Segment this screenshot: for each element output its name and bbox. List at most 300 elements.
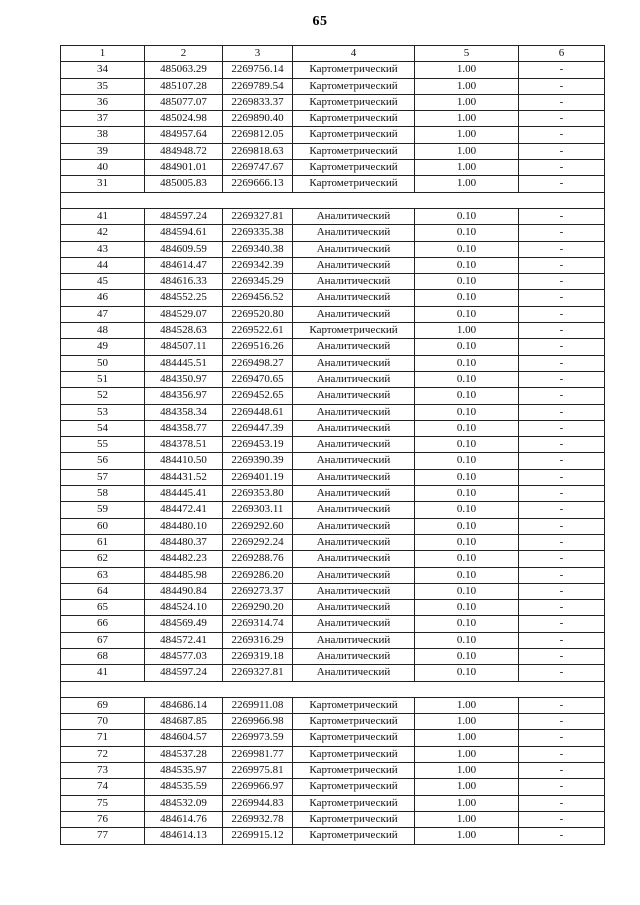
- spacer-cell: [61, 192, 605, 208]
- coordinates-table: [60, 45, 605, 845]
- table-spacer-row: [61, 681, 605, 697]
- cell-y-coordinate: 2269890.40: [223, 111, 293, 127]
- table-row: [61, 437, 605, 453]
- cell-method: Аналитический: [293, 306, 415, 322]
- cell-y-coordinate: 2269833.37: [223, 94, 293, 110]
- cell-accuracy: 0.10: [415, 551, 519, 567]
- cell-method: Аналитический: [293, 502, 415, 518]
- cell-y-coordinate: 2269327.81: [223, 665, 293, 681]
- cell-x-coordinate: 484490.84: [145, 583, 223, 599]
- cell-point-number: 38: [61, 127, 145, 143]
- cell-accuracy: 0.10: [415, 648, 519, 664]
- cell-x-coordinate: 484507.11: [145, 339, 223, 355]
- cell-note: -: [519, 339, 605, 355]
- table-body: [61, 62, 605, 844]
- cell-point-number: 59: [61, 502, 145, 518]
- cell-note: -: [519, 290, 605, 306]
- cell-x-coordinate: 484616.33: [145, 274, 223, 290]
- cell-note: -: [519, 551, 605, 567]
- cell-method: Аналитический: [293, 616, 415, 632]
- cell-note: -: [519, 486, 605, 502]
- cell-y-coordinate: 2269747.67: [223, 160, 293, 176]
- cell-point-number: 68: [61, 648, 145, 664]
- cell-y-coordinate: 2269981.77: [223, 746, 293, 762]
- table-row: [61, 779, 605, 795]
- cell-y-coordinate: 2269447.39: [223, 420, 293, 436]
- cell-note: -: [519, 746, 605, 762]
- table-row: [61, 714, 605, 730]
- cell-note: -: [519, 225, 605, 241]
- cell-point-number: 48: [61, 323, 145, 339]
- cell-x-coordinate: 484594.61: [145, 225, 223, 241]
- cell-y-coordinate: 2269911.08: [223, 697, 293, 713]
- cell-accuracy: 1.00: [415, 714, 519, 730]
- cell-y-coordinate: 2269915.12: [223, 828, 293, 844]
- cell-x-coordinate: 484901.01: [145, 160, 223, 176]
- cell-point-number: 51: [61, 371, 145, 387]
- table-row: [61, 208, 605, 224]
- cell-note: -: [519, 371, 605, 387]
- cell-point-number: 58: [61, 486, 145, 502]
- cell-accuracy: 1.00: [415, 111, 519, 127]
- cell-accuracy: 1.00: [415, 730, 519, 746]
- cell-point-number: 37: [61, 111, 145, 127]
- cell-x-coordinate: 484957.64: [145, 127, 223, 143]
- table-row: [61, 127, 605, 143]
- cell-y-coordinate: 2269944.83: [223, 795, 293, 811]
- table-row: [61, 306, 605, 322]
- cell-point-number: 35: [61, 78, 145, 94]
- cell-method: Картометрический: [293, 746, 415, 762]
- cell-method: Картометрический: [293, 94, 415, 110]
- cell-method: Аналитический: [293, 567, 415, 583]
- cell-method: Аналитический: [293, 274, 415, 290]
- page-number: 65: [312, 14, 328, 29]
- cell-x-coordinate: 484569.49: [145, 616, 223, 632]
- cell-y-coordinate: 2269456.52: [223, 290, 293, 306]
- cell-point-number: 41: [61, 665, 145, 681]
- table-row: [61, 567, 605, 583]
- cell-note: -: [519, 567, 605, 583]
- cell-y-coordinate: 2269319.18: [223, 648, 293, 664]
- cell-accuracy: 1.00: [415, 62, 519, 78]
- cell-note: -: [519, 502, 605, 518]
- cell-accuracy: 0.10: [415, 208, 519, 224]
- cell-accuracy: 1.00: [415, 763, 519, 779]
- cell-y-coordinate: 2269286.20: [223, 567, 293, 583]
- cell-method: Картометрический: [293, 176, 415, 192]
- cell-point-number: 49: [61, 339, 145, 355]
- cell-y-coordinate: 2269666.13: [223, 176, 293, 192]
- cell-x-coordinate: 484445.41: [145, 486, 223, 502]
- table-row: [61, 665, 605, 681]
- cell-note: -: [519, 469, 605, 485]
- cell-accuracy: 1.00: [415, 697, 519, 713]
- cell-y-coordinate: 2269335.38: [223, 225, 293, 241]
- cell-point-number: 55: [61, 437, 145, 453]
- cell-method: Аналитический: [293, 551, 415, 567]
- cell-method: Картометрический: [293, 795, 415, 811]
- cell-note: -: [519, 78, 605, 94]
- table-row: [61, 290, 605, 306]
- cell-accuracy: 0.10: [415, 225, 519, 241]
- cell-y-coordinate: 2269520.80: [223, 306, 293, 322]
- cell-method: Аналитический: [293, 339, 415, 355]
- cell-note: -: [519, 388, 605, 404]
- cell-method: Картометрический: [293, 763, 415, 779]
- table-row: [61, 274, 605, 290]
- cell-accuracy: 1.00: [415, 127, 519, 143]
- cell-y-coordinate: 2269516.26: [223, 339, 293, 355]
- cell-point-number: 54: [61, 420, 145, 436]
- cell-x-coordinate: 484480.10: [145, 518, 223, 534]
- table-row: [61, 176, 605, 192]
- cell-point-number: 39: [61, 143, 145, 159]
- cell-point-number: 34: [61, 62, 145, 78]
- cell-note: -: [519, 94, 605, 110]
- cell-x-coordinate: 485063.29: [145, 62, 223, 78]
- cell-x-coordinate: 484537.28: [145, 746, 223, 762]
- cell-method: Картометрический: [293, 828, 415, 844]
- column-header: 5: [415, 46, 519, 62]
- cell-x-coordinate: 484597.24: [145, 665, 223, 681]
- cell-x-coordinate: 484609.59: [145, 241, 223, 257]
- cell-method: Аналитический: [293, 648, 415, 664]
- cell-accuracy: 1.00: [415, 94, 519, 110]
- cell-y-coordinate: 2269273.37: [223, 583, 293, 599]
- cell-note: -: [519, 111, 605, 127]
- cell-y-coordinate: 2269470.65: [223, 371, 293, 387]
- cell-y-coordinate: 2269401.19: [223, 469, 293, 485]
- cell-point-number: 67: [61, 632, 145, 648]
- table-row: [61, 518, 605, 534]
- cell-x-coordinate: 484358.77: [145, 420, 223, 436]
- cell-y-coordinate: 2269342.39: [223, 257, 293, 273]
- table-row: [61, 323, 605, 339]
- cell-point-number: 53: [61, 404, 145, 420]
- cell-method: Картометрический: [293, 143, 415, 159]
- table-row: [61, 616, 605, 632]
- cell-y-coordinate: 2269390.39: [223, 453, 293, 469]
- cell-method: Картометрический: [293, 811, 415, 827]
- column-header: 1: [61, 46, 145, 62]
- cell-x-coordinate: 484532.09: [145, 795, 223, 811]
- cell-accuracy: 0.10: [415, 274, 519, 290]
- cell-point-number: 65: [61, 600, 145, 616]
- cell-point-number: 74: [61, 779, 145, 795]
- cell-method: Аналитический: [293, 388, 415, 404]
- cell-accuracy: 0.10: [415, 371, 519, 387]
- cell-x-coordinate: 484378.51: [145, 437, 223, 453]
- cell-note: -: [519, 306, 605, 322]
- cell-point-number: 36: [61, 94, 145, 110]
- table-row: [61, 339, 605, 355]
- cell-x-coordinate: 484358.34: [145, 404, 223, 420]
- table-row: [61, 502, 605, 518]
- cell-accuracy: 1.00: [415, 160, 519, 176]
- cell-note: -: [519, 811, 605, 827]
- cell-accuracy: 1.00: [415, 795, 519, 811]
- cell-accuracy: 0.10: [415, 306, 519, 322]
- cell-method: Аналитический: [293, 665, 415, 681]
- cell-method: Аналитический: [293, 420, 415, 436]
- cell-note: -: [519, 241, 605, 257]
- cell-note: -: [519, 404, 605, 420]
- table-row: [61, 225, 605, 241]
- cell-x-coordinate: 484535.59: [145, 779, 223, 795]
- cell-x-coordinate: 485024.98: [145, 111, 223, 127]
- cell-y-coordinate: 2269973.59: [223, 730, 293, 746]
- cell-accuracy: 1.00: [415, 323, 519, 339]
- table-row: [61, 78, 605, 94]
- cell-method: Аналитический: [293, 225, 415, 241]
- cell-y-coordinate: 2269353.80: [223, 486, 293, 502]
- table-row: [61, 811, 605, 827]
- table-row: [61, 143, 605, 159]
- cell-method: Аналитический: [293, 208, 415, 224]
- cell-point-number: 73: [61, 763, 145, 779]
- cell-point-number: 31: [61, 176, 145, 192]
- cell-note: -: [519, 583, 605, 599]
- cell-method: Аналитический: [293, 290, 415, 306]
- cell-note: -: [519, 143, 605, 159]
- cell-x-coordinate: 484572.41: [145, 632, 223, 648]
- cell-accuracy: 0.10: [415, 583, 519, 599]
- cell-point-number: 52: [61, 388, 145, 404]
- cell-accuracy: 0.10: [415, 616, 519, 632]
- cell-x-coordinate: 484445.51: [145, 355, 223, 371]
- cell-x-coordinate: 484482.23: [145, 551, 223, 567]
- cell-accuracy: 1.00: [415, 828, 519, 844]
- cell-method: Аналитический: [293, 404, 415, 420]
- cell-accuracy: 1.00: [415, 746, 519, 762]
- cell-y-coordinate: 2269292.24: [223, 534, 293, 550]
- cell-x-coordinate: 484431.52: [145, 469, 223, 485]
- table-row: [61, 388, 605, 404]
- table-row: [61, 763, 605, 779]
- cell-accuracy: 0.10: [415, 437, 519, 453]
- cell-method: Картометрический: [293, 730, 415, 746]
- table-row: [61, 534, 605, 550]
- cell-method: Аналитический: [293, 371, 415, 387]
- column-header: 4: [293, 46, 415, 62]
- cell-accuracy: 1.00: [415, 779, 519, 795]
- cell-method: Картометрический: [293, 714, 415, 730]
- cell-y-coordinate: 2269303.11: [223, 502, 293, 518]
- cell-method: Аналитический: [293, 518, 415, 534]
- cell-x-coordinate: 485077.07: [145, 94, 223, 110]
- cell-point-number: 41: [61, 208, 145, 224]
- cell-note: -: [519, 208, 605, 224]
- cell-note: -: [519, 763, 605, 779]
- table-row: [61, 469, 605, 485]
- cell-x-coordinate: 484356.97: [145, 388, 223, 404]
- cell-accuracy: 0.10: [415, 420, 519, 436]
- cell-point-number: 70: [61, 714, 145, 730]
- cell-x-coordinate: 484614.47: [145, 257, 223, 273]
- cell-x-coordinate: 484948.72: [145, 143, 223, 159]
- cell-note: -: [519, 437, 605, 453]
- cell-method: Аналитический: [293, 241, 415, 257]
- table-row: [61, 160, 605, 176]
- cell-accuracy: 0.10: [415, 665, 519, 681]
- cell-note: -: [519, 730, 605, 746]
- cell-note: -: [519, 274, 605, 290]
- column-header: 6: [519, 46, 605, 62]
- cell-accuracy: 0.10: [415, 518, 519, 534]
- table-row: [61, 62, 605, 78]
- cell-x-coordinate: 484524.10: [145, 600, 223, 616]
- cell-note: -: [519, 665, 605, 681]
- table-row: [61, 600, 605, 616]
- table-row: [61, 355, 605, 371]
- table-row: [61, 828, 605, 844]
- cell-note: -: [519, 257, 605, 273]
- cell-accuracy: 0.10: [415, 486, 519, 502]
- cell-note: -: [519, 828, 605, 844]
- cell-x-coordinate: 484577.03: [145, 648, 223, 664]
- cell-accuracy: 1.00: [415, 143, 519, 159]
- cell-accuracy: 1.00: [415, 811, 519, 827]
- table-row: [61, 583, 605, 599]
- column-header: 3: [223, 46, 293, 62]
- cell-x-coordinate: 484410.50: [145, 453, 223, 469]
- cell-accuracy: 0.10: [415, 632, 519, 648]
- cell-y-coordinate: 2269316.29: [223, 632, 293, 648]
- cell-method: Картометрический: [293, 62, 415, 78]
- cell-method: Аналитический: [293, 486, 415, 502]
- cell-y-coordinate: 2269975.81: [223, 763, 293, 779]
- cell-y-coordinate: 2269498.27: [223, 355, 293, 371]
- cell-y-coordinate: 2269288.76: [223, 551, 293, 567]
- cell-point-number: 44: [61, 257, 145, 273]
- cell-y-coordinate: 2269966.98: [223, 714, 293, 730]
- cell-x-coordinate: 484604.57: [145, 730, 223, 746]
- table-header-row: [61, 46, 605, 62]
- cell-x-coordinate: 485107.28: [145, 78, 223, 94]
- table-row: [61, 632, 605, 648]
- cell-method: Картометрический: [293, 779, 415, 795]
- cell-point-number: 40: [61, 160, 145, 176]
- cell-x-coordinate: 484529.07: [145, 306, 223, 322]
- cell-method: Аналитический: [293, 257, 415, 273]
- spacer-cell: [61, 681, 605, 697]
- table-spacer-row: [61, 192, 605, 208]
- cell-point-number: 62: [61, 551, 145, 567]
- cell-note: -: [519, 697, 605, 713]
- cell-point-number: 71: [61, 730, 145, 746]
- cell-point-number: 72: [61, 746, 145, 762]
- cell-accuracy: 0.10: [415, 534, 519, 550]
- cell-x-coordinate: 484552.25: [145, 290, 223, 306]
- cell-point-number: 63: [61, 567, 145, 583]
- cell-x-coordinate: 484480.37: [145, 534, 223, 550]
- cell-y-coordinate: 2269448.61: [223, 404, 293, 420]
- cell-method: Аналитический: [293, 469, 415, 485]
- cell-y-coordinate: 2269812.05: [223, 127, 293, 143]
- cell-note: -: [519, 714, 605, 730]
- cell-x-coordinate: 484686.14: [145, 697, 223, 713]
- cell-point-number: 75: [61, 795, 145, 811]
- cell-method: Аналитический: [293, 583, 415, 599]
- cell-point-number: 46: [61, 290, 145, 306]
- cell-note: -: [519, 779, 605, 795]
- cell-x-coordinate: 484472.41: [145, 502, 223, 518]
- cell-x-coordinate: 484614.13: [145, 828, 223, 844]
- cell-method: Картометрический: [293, 697, 415, 713]
- cell-note: -: [519, 534, 605, 550]
- cell-method: Аналитический: [293, 600, 415, 616]
- cell-note: -: [519, 518, 605, 534]
- cell-accuracy: 0.10: [415, 404, 519, 420]
- cell-point-number: 57: [61, 469, 145, 485]
- cell-note: -: [519, 420, 605, 436]
- cell-method: Картометрический: [293, 160, 415, 176]
- table-row: [61, 746, 605, 762]
- cell-note: -: [519, 453, 605, 469]
- column-header: 2: [145, 46, 223, 62]
- cell-y-coordinate: 2269453.19: [223, 437, 293, 453]
- cell-accuracy: 0.10: [415, 469, 519, 485]
- cell-note: -: [519, 160, 605, 176]
- cell-x-coordinate: 484535.97: [145, 763, 223, 779]
- cell-method: Картометрический: [293, 78, 415, 94]
- table-row: [61, 795, 605, 811]
- cell-point-number: 64: [61, 583, 145, 599]
- cell-accuracy: 0.10: [415, 567, 519, 583]
- cell-note: -: [519, 632, 605, 648]
- cell-x-coordinate: 484614.76: [145, 811, 223, 827]
- cell-accuracy: 0.10: [415, 453, 519, 469]
- cell-method: Аналитический: [293, 534, 415, 550]
- cell-method: Картометрический: [293, 127, 415, 143]
- cell-point-number: 56: [61, 453, 145, 469]
- table-row: [61, 648, 605, 664]
- cell-y-coordinate: 2269327.81: [223, 208, 293, 224]
- cell-y-coordinate: 2269292.60: [223, 518, 293, 534]
- cell-accuracy: 1.00: [415, 176, 519, 192]
- cell-point-number: 76: [61, 811, 145, 827]
- cell-x-coordinate: 484485.98: [145, 567, 223, 583]
- cell-method: Аналитический: [293, 632, 415, 648]
- cell-note: -: [519, 323, 605, 339]
- cell-accuracy: 1.00: [415, 78, 519, 94]
- cell-accuracy: 0.10: [415, 290, 519, 306]
- table-row: [61, 420, 605, 436]
- cell-point-number: 69: [61, 697, 145, 713]
- cell-point-number: 66: [61, 616, 145, 632]
- cell-note: -: [519, 600, 605, 616]
- cell-method: Аналитический: [293, 355, 415, 371]
- cell-y-coordinate: 2269789.54: [223, 78, 293, 94]
- table-row: [61, 730, 605, 746]
- cell-x-coordinate: 484350.97: [145, 371, 223, 387]
- cell-y-coordinate: 2269314.74: [223, 616, 293, 632]
- table-row: [61, 241, 605, 257]
- cell-y-coordinate: 2269290.20: [223, 600, 293, 616]
- cell-note: -: [519, 616, 605, 632]
- cell-y-coordinate: 2269756.14: [223, 62, 293, 78]
- cell-accuracy: 0.10: [415, 355, 519, 371]
- cell-x-coordinate: 484687.85: [145, 714, 223, 730]
- cell-note: -: [519, 176, 605, 192]
- cell-accuracy: 0.10: [415, 241, 519, 257]
- cell-y-coordinate: 2269818.63: [223, 143, 293, 159]
- cell-accuracy: 0.10: [415, 502, 519, 518]
- cell-accuracy: 0.10: [415, 257, 519, 273]
- table-row: [61, 453, 605, 469]
- cell-accuracy: 0.10: [415, 600, 519, 616]
